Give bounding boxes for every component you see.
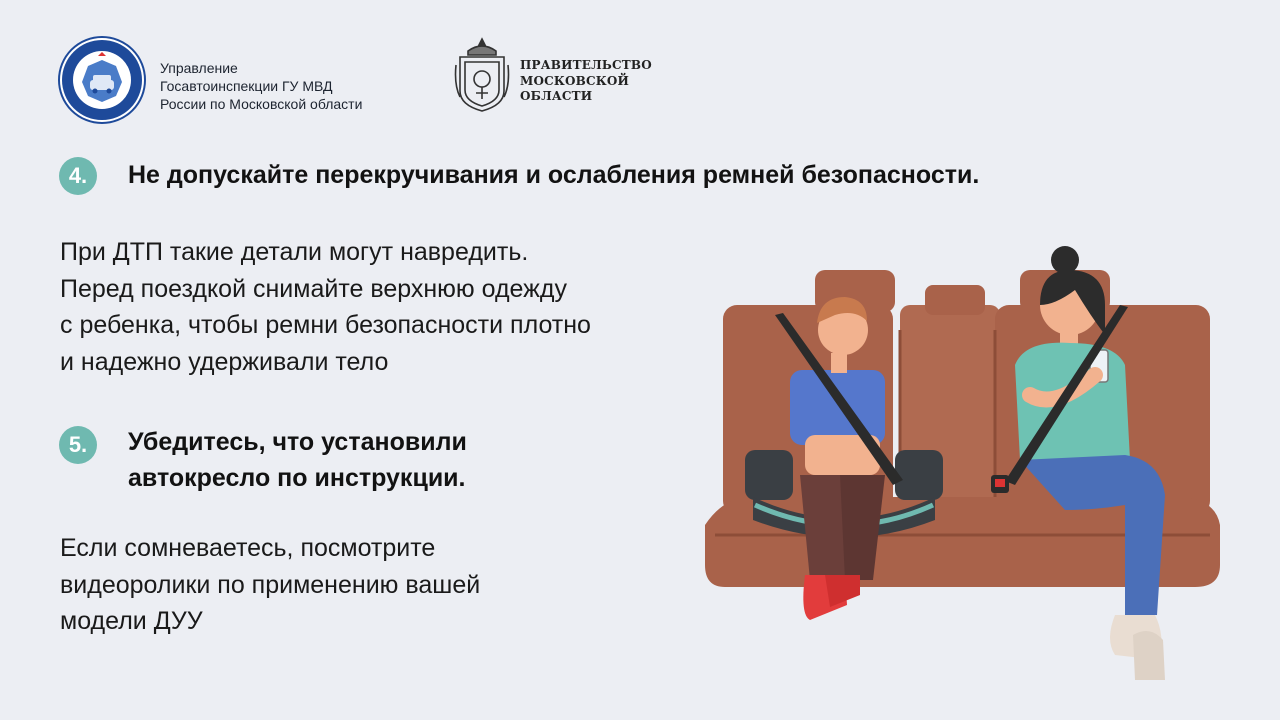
gai-line: России по Московской области xyxy=(160,96,363,112)
body-line: с ребенка, чтобы ремни безопасности плотно xyxy=(60,311,591,339)
step-4-badge: 4. xyxy=(59,157,97,195)
moscow-oblast-coat-of-arms-icon xyxy=(454,35,510,113)
body-line: Перед поездкой снимайте верхнюю одежду xyxy=(60,274,567,303)
body-line: видеоролики по применению вашей xyxy=(60,570,481,599)
gai-line: Госавтоинспекции ГУ МВД xyxy=(160,78,333,94)
heading-line: Убедитесь, что установили xyxy=(128,428,467,456)
gai-line: Управление xyxy=(160,60,238,76)
gov-line: ОБЛАСТИ xyxy=(520,89,593,103)
step-4-heading: Не допускайте перекручивания и ослабления ремней безопасности. xyxy=(128,161,980,189)
traffic-police-emblem-icon xyxy=(58,36,146,124)
step-4-body xyxy=(60,234,591,380)
body-line: модели ДУУ xyxy=(60,607,203,635)
body-line: Если сомневаетесь, посмотрите xyxy=(60,534,436,562)
gai-title xyxy=(160,59,362,113)
body-line: При ДТП такие детали могут навредить. xyxy=(60,238,529,266)
body-line: и надежно удерживали тело xyxy=(60,347,389,376)
gov-line: МОСКОВСКОЙ xyxy=(520,73,630,88)
child-in-booster-seat-and-woman-on-car-back-seat-icon xyxy=(695,235,1235,695)
government-title xyxy=(520,58,652,105)
step-5-body xyxy=(60,530,480,640)
gov-line: ПРАВИТЕЛЬСТВО xyxy=(520,58,652,72)
step-5-heading xyxy=(128,424,467,496)
heading-line: автокресло по инструкции. xyxy=(128,464,466,492)
step-5-badge: 5. xyxy=(59,426,97,464)
